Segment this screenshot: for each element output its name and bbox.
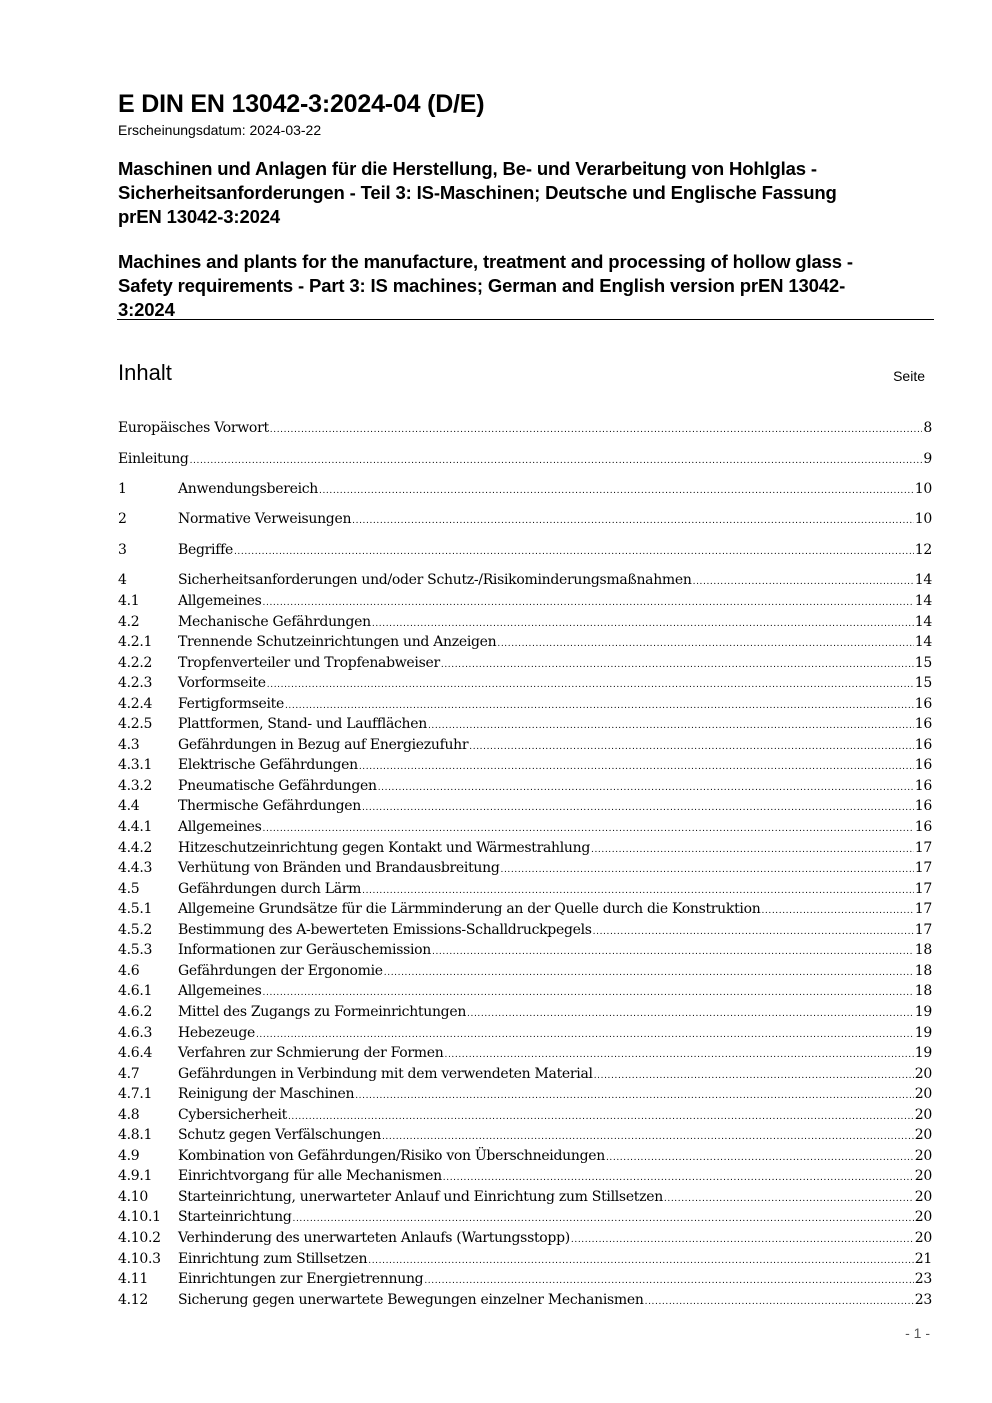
toc-entry-page: 9 xyxy=(923,451,932,467)
toc-dot-leader xyxy=(382,1125,914,1147)
toc-entry[interactable] xyxy=(118,714,932,734)
toc-dot-leader xyxy=(190,449,923,471)
toc-entry-number: 4.10.3 xyxy=(118,1251,161,1267)
toc-entry-number: 1 xyxy=(118,481,127,497)
toc-entry-number: 4.6.4 xyxy=(118,1045,153,1061)
toc-dot-leader xyxy=(501,858,914,880)
toc-entry[interactable] xyxy=(118,509,932,529)
toc-entry[interactable] xyxy=(118,1146,932,1166)
toc-entry-page: 17 xyxy=(914,860,932,876)
toc-entry[interactable] xyxy=(118,776,932,796)
toc-entry[interactable] xyxy=(118,1228,932,1248)
toc-entry-title: Kombination von Gefährdungen/Risiko von Überschneidungen xyxy=(178,1148,605,1164)
toc-dot-leader xyxy=(362,879,914,901)
title-english-line: Machines and plants for the manufacture, treatment and processing of hollow glass - xyxy=(118,251,853,272)
toc-entry[interactable] xyxy=(118,961,932,981)
toc-entry-title: Mittel des Zugangs zu Formeinrichtungen xyxy=(178,1004,467,1020)
toc-entry[interactable] xyxy=(118,1290,932,1310)
toc-dot-leader xyxy=(591,838,914,860)
toc-entry[interactable] xyxy=(118,540,932,560)
toc-entry-title: Hebezeuge xyxy=(178,1025,255,1041)
toc-entry[interactable] xyxy=(118,858,932,878)
toc-dot-leader xyxy=(424,1269,913,1291)
toc-entry-title: Starteinrichtung, unerwarteter Anlauf und Einrichtung zum Stillsetzen xyxy=(178,1189,663,1205)
toc-dot-leader xyxy=(319,479,914,501)
toc-entry-number: 4.2.1 xyxy=(118,634,153,650)
toc-entry-page: 16 xyxy=(914,778,932,794)
page-number: - 1 - xyxy=(905,1325,930,1341)
toc-entry-title: Thermische Gefährdungen xyxy=(178,798,361,814)
toc-dot-leader xyxy=(469,735,914,757)
toc-entry-number: 4.6.3 xyxy=(118,1025,153,1041)
toc-entry[interactable] xyxy=(118,735,932,755)
toc-entry[interactable] xyxy=(118,479,932,499)
toc-entry-title: Einrichtungen zur Energietrennung xyxy=(178,1271,424,1287)
toc-entry[interactable] xyxy=(118,418,932,438)
toc-entry-number: 4.6 xyxy=(118,963,140,979)
toc-entry-number: 4.1 xyxy=(118,593,140,609)
toc-entry-page: 14 xyxy=(914,634,932,650)
toc-entry-title: Tropfenverteiler und Tropfenabweiser xyxy=(178,655,440,671)
toc-entry[interactable] xyxy=(118,1187,932,1207)
toc-entry-title: Reinigung der Maschinen xyxy=(178,1086,355,1102)
toc-entry-page: 12 xyxy=(914,542,932,558)
toc-entry-page: 20 xyxy=(914,1066,932,1082)
toc-entry[interactable] xyxy=(118,673,932,693)
toc-entry-page: 20 xyxy=(914,1148,932,1164)
toc-entry-title: Schutz gegen Verfälschungen xyxy=(178,1127,381,1143)
toc-entry[interactable] xyxy=(118,1043,932,1063)
toc-dot-leader xyxy=(263,591,914,613)
toc-dot-leader xyxy=(606,1146,914,1168)
toc-entry-title: Starteinrichtung xyxy=(178,1209,292,1225)
toc-entry-title: Informationen zur Geräuschemission xyxy=(178,942,432,958)
toc-entry[interactable] xyxy=(118,653,932,673)
toc-entry-page: 20 xyxy=(914,1086,932,1102)
toc-entry[interactable] xyxy=(118,920,932,940)
toc-entry[interactable] xyxy=(118,449,932,469)
toc-entry-number: 4.2.3 xyxy=(118,675,153,691)
toc-dot-leader xyxy=(293,1207,914,1229)
toc-entry-title: Trennende Schutzeinrichtungen und Anzeigen xyxy=(178,634,497,650)
toc-entry-page: 18 xyxy=(914,983,932,999)
toc-dot-leader xyxy=(467,1002,914,1024)
toc-dot-leader xyxy=(263,981,914,1003)
toc-entry-number: 4.3 xyxy=(118,737,140,753)
toc-entry-title: Einleitung xyxy=(118,451,189,467)
toc-entry-number: 4.5 xyxy=(118,881,140,897)
toc-entry[interactable] xyxy=(118,591,932,611)
toc-entry-page: 17 xyxy=(914,881,932,897)
toc-dot-leader xyxy=(593,920,914,942)
toc-dot-leader xyxy=(362,796,914,818)
toc-dot-leader xyxy=(428,714,914,736)
toc-dot-leader xyxy=(645,1290,914,1312)
toc-entry-page: 19 xyxy=(914,1045,932,1061)
toc-entry[interactable] xyxy=(118,1002,932,1022)
toc-entry[interactable] xyxy=(118,796,932,816)
toc-entry[interactable] xyxy=(118,981,932,1001)
toc-entry-title: Fertigformseite xyxy=(178,696,284,712)
toc-dot-leader xyxy=(441,653,914,675)
toc-entry-title: Hitzeschutzeinrichtung gegen Kontakt und Wärmestrahlung xyxy=(178,840,590,856)
toc-entry-page: 23 xyxy=(914,1292,932,1308)
toc-entry-number: 4 xyxy=(118,572,127,588)
toc-entry-page: 23 xyxy=(914,1271,932,1287)
toc-dot-leader xyxy=(359,755,914,777)
toc-entry-number: 4.12 xyxy=(118,1292,148,1308)
toc-entry-page: 20 xyxy=(914,1189,932,1205)
toc-entry[interactable] xyxy=(118,1166,932,1186)
publication-date: Erscheinungsdatum: 2024-03-22 xyxy=(118,122,322,138)
toc-entry-title: Europäisches Vorwort xyxy=(118,420,269,436)
toc-entry-title: Allgemeines xyxy=(178,983,262,999)
toc-entry-title: Mechanische Gefährdungen xyxy=(178,614,371,630)
toc-entry-title: Allgemeines xyxy=(178,593,262,609)
toc-entry-page: 15 xyxy=(914,655,932,671)
toc-entry[interactable] xyxy=(118,1125,932,1145)
toc-entry-page: 8 xyxy=(923,420,932,436)
title-german-line: Sicherheitsanforderungen - Teil 3: IS-Maschinen; Deutsche und Englische Fassung xyxy=(118,182,837,203)
toc-entry-number: 4.3.1 xyxy=(118,757,153,773)
toc-entry-number: 4.6.1 xyxy=(118,983,153,999)
toc-entry[interactable] xyxy=(118,1269,932,1289)
toc-entry-page: 18 xyxy=(914,942,932,958)
toc-entry-title: Cybersicherheit xyxy=(178,1107,287,1123)
toc-heading: Inhalt xyxy=(118,360,172,385)
toc-entry[interactable] xyxy=(118,1064,932,1084)
toc-entry-number: 4.4.1 xyxy=(118,819,153,835)
toc-entry-number: 4.11 xyxy=(118,1271,148,1287)
toc-entry-title: Sicherheitsanforderungen und/oder Schutz-/Risikominderungsmaßnahmen xyxy=(178,572,692,588)
toc-entry-number: 4.10.2 xyxy=(118,1230,161,1246)
toc-entry-page: 14 xyxy=(914,593,932,609)
toc-entry-number: 4.9.1 xyxy=(118,1168,153,1184)
toc-entry-number: 4.2.5 xyxy=(118,716,153,732)
toc-entry-number: 2 xyxy=(118,511,127,527)
toc-entry-page: 16 xyxy=(914,737,932,753)
toc-entry-page: 19 xyxy=(914,1004,932,1020)
toc-entry[interactable] xyxy=(118,817,932,837)
toc-entry-page: 18 xyxy=(914,963,932,979)
toc-entry-title: Pneumatische Gefährdungen xyxy=(178,778,377,794)
toc-entry-title: Gefährdungen durch Lärm xyxy=(178,881,362,897)
toc-entry[interactable] xyxy=(118,1023,932,1043)
toc-entry-page: 17 xyxy=(914,922,932,938)
toc-entry-title: Gefährdungen der Ergonomie xyxy=(178,963,383,979)
toc-entry[interactable] xyxy=(118,612,932,632)
toc-entry-page: 16 xyxy=(914,819,932,835)
toc-dot-leader xyxy=(664,1187,914,1209)
toc-dot-leader xyxy=(368,1249,914,1271)
toc-entry-number: 4.2 xyxy=(118,614,140,630)
toc-entry-page: 10 xyxy=(914,511,932,527)
toc-entry[interactable] xyxy=(118,1084,932,1104)
toc-entry-number: 4.4 xyxy=(118,798,140,814)
toc-entry-title: Verhinderung des unerwarteten Anlaufs (Wartungsstopp) xyxy=(178,1230,570,1246)
toc-entry-title: Verhütung von Bränden und Brandausbreitung xyxy=(178,860,500,876)
toc-dot-leader xyxy=(432,940,914,962)
toc-entry-page: 19 xyxy=(914,1025,932,1041)
toc-entry-page: 15 xyxy=(914,675,932,691)
toc-entry-page: 17 xyxy=(914,840,932,856)
toc-entry-title: Allgemeine Grundsätze für die Lärmminderung an der Quelle durch die Konstruktion xyxy=(178,901,761,917)
toc-entry-page: 16 xyxy=(914,696,932,712)
toc-entry-page: 17 xyxy=(914,901,932,917)
toc-entry-page: 14 xyxy=(914,572,932,588)
toc-entry[interactable] xyxy=(118,755,932,775)
toc-entry-page: 14 xyxy=(914,614,932,630)
toc-entry-title: Anwendungsbereich xyxy=(178,481,319,497)
toc-entry-number: 4.10.1 xyxy=(118,1209,161,1225)
toc-dot-leader xyxy=(761,899,913,921)
toc-entry-title: Bestimmung des A-bewerteten Emissions-Schalldruckpegels xyxy=(178,922,592,938)
toc-entry-number: 4.8.1 xyxy=(118,1127,153,1143)
toc-entry-number: 4.9 xyxy=(118,1148,140,1164)
toc-entry-number: 4.5.1 xyxy=(118,901,153,917)
toc-entry-page: 16 xyxy=(914,798,932,814)
toc-dot-leader xyxy=(234,540,914,562)
toc-entry[interactable] xyxy=(118,570,932,590)
toc-entry-title: Plattformen, Stand- und Laufflächen xyxy=(178,716,427,732)
toc-entry[interactable] xyxy=(118,1207,932,1227)
toc-entry-number: 4.5.3 xyxy=(118,942,153,958)
toc-entry-number: 4.2.2 xyxy=(118,655,153,671)
toc-entry-number: 4.4.3 xyxy=(118,860,153,876)
toc-entry-page: 16 xyxy=(914,757,932,773)
toc-entry[interactable] xyxy=(118,1105,932,1125)
toc-dot-leader xyxy=(443,1166,914,1188)
toc-entry-number: 3 xyxy=(118,542,127,558)
toc-entry[interactable] xyxy=(118,940,932,960)
toc-entry[interactable] xyxy=(118,838,932,858)
toc-entry-title: Vorformseite xyxy=(178,675,266,691)
toc-dot-leader xyxy=(355,1084,914,1106)
toc-entry-title: Normative Verweisungen xyxy=(178,511,352,527)
title-english-line: 3:2024 xyxy=(118,299,175,320)
toc-dot-leader xyxy=(288,1105,914,1127)
toc-dot-leader xyxy=(497,632,913,654)
toc-dot-leader xyxy=(263,817,914,839)
toc-entry-page: 20 xyxy=(914,1209,932,1225)
toc-entry-page: 21 xyxy=(914,1251,932,1267)
toc-entry-title: Sicherung gegen unerwartete Bewegungen einzelner Mechanismen xyxy=(178,1292,644,1308)
toc-entry-number: 4.4.2 xyxy=(118,840,153,856)
toc-entry-number: 4.3.2 xyxy=(118,778,153,794)
toc-dot-leader xyxy=(693,570,914,592)
toc-entry-title: Einrichtung zum Stillsetzen xyxy=(178,1251,368,1267)
toc-entry-page: 20 xyxy=(914,1127,932,1143)
toc-entry-page: 10 xyxy=(914,481,932,497)
title-english-line: Safety requirements - Part 3: IS machines; German and English version prEN 13042- xyxy=(118,275,846,296)
toc-entry-number: 4.10 xyxy=(118,1189,148,1205)
toc-dot-leader xyxy=(378,776,914,798)
toc-dot-leader xyxy=(384,961,914,983)
toc-dot-leader xyxy=(594,1064,914,1086)
toc-dot-leader xyxy=(571,1228,914,1250)
toc-entry-title: Gefährdungen in Bezug auf Energiezufuhr xyxy=(178,737,469,753)
toc-entry-page: 20 xyxy=(914,1230,932,1246)
toc-entry[interactable] xyxy=(118,694,932,714)
toc-entry-page: 20 xyxy=(914,1168,932,1184)
toc-dot-leader xyxy=(270,418,923,440)
toc-dot-leader xyxy=(352,509,914,531)
toc-entry-number: 4.6.2 xyxy=(118,1004,153,1020)
toc-entry-number: 4.7.1 xyxy=(118,1086,153,1102)
toc-entry-number: 4.5.2 xyxy=(118,922,153,938)
toc-dot-leader xyxy=(267,673,914,695)
toc-entry[interactable] xyxy=(118,632,932,652)
document-id: E DIN EN 13042-3:2024-04 (D/E) xyxy=(118,90,485,118)
table-of-contents xyxy=(118,0,932,1320)
title-german-line: prEN 13042-3:2024 xyxy=(118,206,280,227)
title-german-line: Maschinen und Anlagen für die Herstellung, Be- und Verarbeitung von Hohlglas - xyxy=(118,158,817,179)
toc-dot-leader xyxy=(256,1023,914,1045)
toc-entry-title: Allgemeines xyxy=(178,819,262,835)
toc-entry-title: Begriffe xyxy=(178,542,233,558)
toc-entry[interactable] xyxy=(118,879,932,899)
toc-entry-title: Elektrische Gefährdungen xyxy=(178,757,358,773)
toc-dot-leader xyxy=(285,694,914,716)
toc-page-column-label: Seite xyxy=(893,368,925,384)
toc-dot-leader xyxy=(372,612,914,634)
toc-entry[interactable] xyxy=(118,899,932,919)
toc-entry-title: Verfahren zur Schmierung der Formen xyxy=(178,1045,444,1061)
toc-entry-title: Einrichtvorgang für alle Mechanismen xyxy=(178,1168,442,1184)
toc-entry[interactable] xyxy=(118,1249,932,1269)
toc-entry-page: 20 xyxy=(914,1107,932,1123)
toc-dot-leader xyxy=(445,1043,914,1065)
toc-entry-number: 4.2.4 xyxy=(118,696,153,712)
toc-entry-page: 16 xyxy=(914,716,932,732)
toc-entry-number: 4.8 xyxy=(118,1107,140,1123)
toc-entry-title: Gefährdungen in Verbindung mit dem verwendeten Material xyxy=(178,1066,593,1082)
toc-entry-number: 4.7 xyxy=(118,1066,140,1082)
